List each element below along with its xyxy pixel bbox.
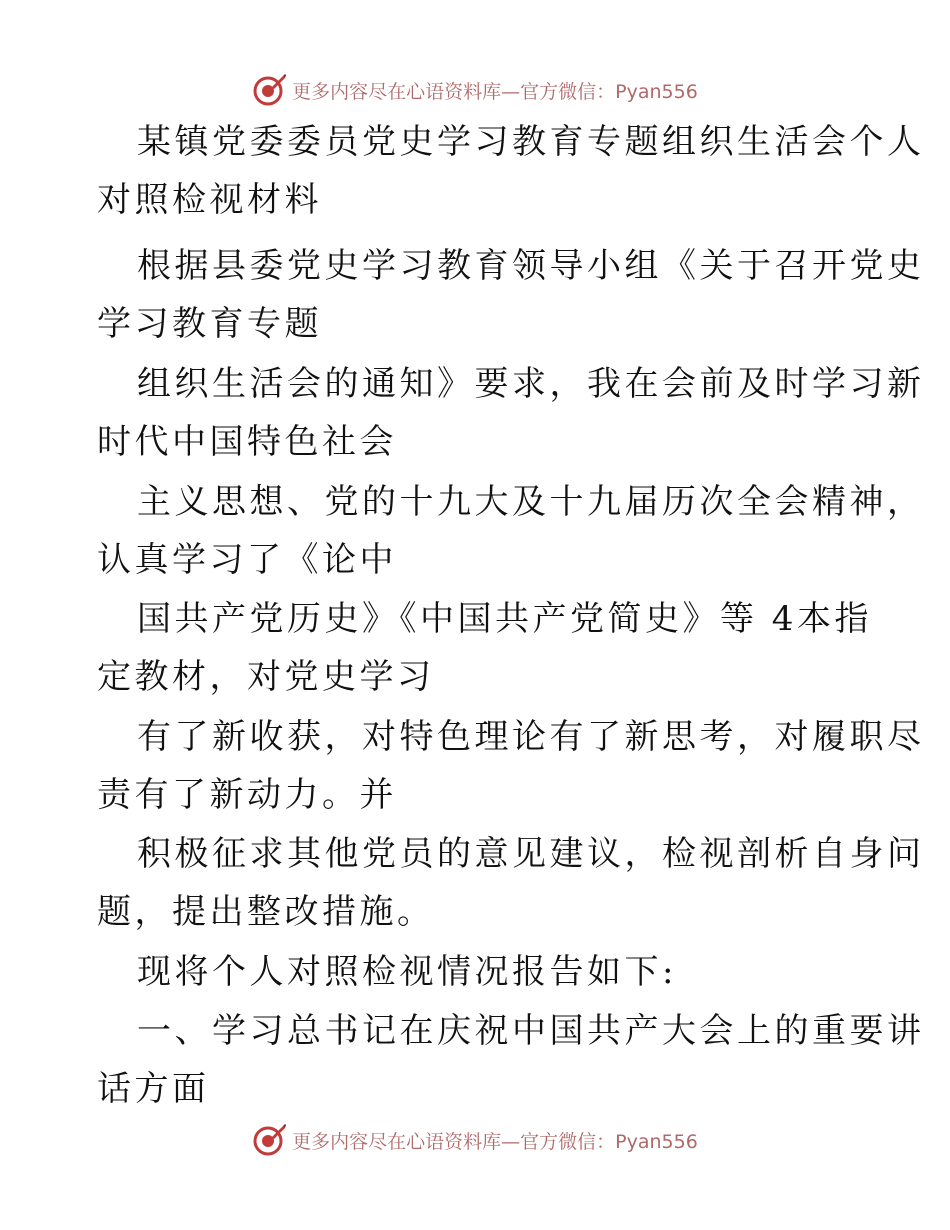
- doc-line: 主义思想、党的十九大及十九届历次全会精神，: [137, 482, 925, 522]
- doc-line: 责有了新动力。并: [97, 775, 397, 815]
- doc-line: 认真学习了《论中: [97, 540, 397, 580]
- doc-title-line-2: 对照检视材料: [97, 180, 322, 220]
- header-watermark: [0, 70, 950, 110]
- doc-title-line-1: 某镇党委委员党史学习教育专题组织生活会个人: [137, 122, 925, 162]
- doc-line: 有了新收获，对特色理论有了新思考，对履职尽: [137, 717, 925, 757]
- watermark-contact: Pyan556: [615, 1130, 698, 1153]
- doc-section-heading-line-2: 话方面: [97, 1069, 210, 1109]
- doc-line: 国共产党历史》《中国共产党简史》等 4本指: [137, 599, 872, 639]
- watermark-text: 更多内容尽在心语资料库—官方微信：: [292, 80, 616, 103]
- pen-logo-icon: [252, 1123, 286, 1157]
- doc-line: 学习教育专题: [97, 304, 322, 344]
- doc-line: 积极征求其他党员的意见建议，检视剖析自身问: [137, 834, 925, 874]
- pen-logo-icon: [252, 73, 286, 107]
- doc-line: 时代中国特色社会: [97, 422, 397, 462]
- footer-watermark: [0, 1120, 950, 1160]
- doc-line: 根据县委党史学习教育领导小组《关于召开党史: [137, 246, 925, 286]
- doc-line: 定教材，对党史学习: [97, 657, 435, 697]
- doc-section-heading-line-1: 一、学习总书记在庆祝中国共产大会上的重要讲: [137, 1011, 925, 1051]
- watermark-contact: Pyan556: [615, 80, 698, 103]
- doc-line: 现将个人对照检视情况报告如下:: [137, 952, 677, 992]
- watermark-text: 更多内容尽在心语资料库—官方微信：: [292, 1130, 616, 1153]
- doc-line: 题，提出整改措施。: [97, 892, 435, 932]
- doc-line: 组织生活会的通知》要求，我在会前及时学习新: [137, 364, 925, 404]
